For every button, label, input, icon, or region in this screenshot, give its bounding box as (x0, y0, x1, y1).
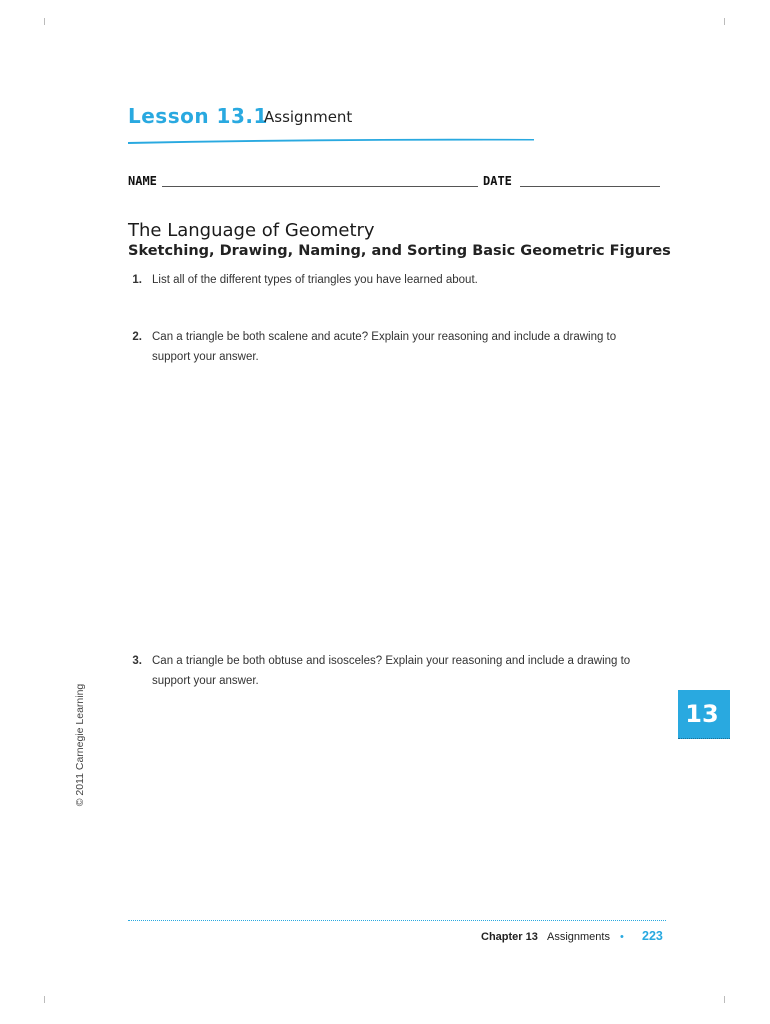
footer-rule (128, 920, 666, 921)
date-label: DATE (483, 174, 512, 188)
question-text: Can a triangle be both obtuse and isosceles? Explain your reasoning and include a drawing to support your answer. (152, 655, 631, 687)
page-title: The Language of Geometry (128, 220, 375, 241)
page-subtitle: Sketching, Drawing, Naming, and Sorting Basic Geometric Figures (128, 243, 671, 259)
question-3 (128, 651, 668, 695)
chapter-tab-number: 13 (685, 700, 719, 728)
question-number: 3. (132, 655, 142, 667)
date-field[interactable] (520, 186, 660, 187)
footer-page-number: 223 (642, 929, 663, 943)
footer-chapter: Chapter 13 (481, 931, 538, 943)
question-1 (128, 270, 668, 294)
header-rule (128, 137, 534, 145)
question-text: Can a triangle be both scalene and acute? Explain your reasoning and include a drawing to support your answer. (152, 331, 617, 363)
crop-mark (44, 18, 45, 25)
chapter-tab (678, 690, 730, 739)
lesson-number: Lesson 13.1 (128, 104, 268, 128)
lesson-kind: Assignment (264, 108, 353, 126)
question-number: 2. (132, 331, 142, 343)
crop-mark (44, 996, 45, 1003)
crop-mark (724, 996, 725, 1003)
footer-bullet: • (620, 931, 624, 943)
footer-section: Assignments (547, 931, 610, 943)
question-number: 1. (132, 274, 142, 286)
question-text: List all of the different types of triangles you have learned about. (152, 274, 478, 286)
crop-mark (724, 18, 725, 25)
name-field[interactable] (162, 186, 478, 187)
name-label: NAME (128, 174, 157, 188)
question-2 (128, 327, 668, 371)
copyright-notice: © 2011 Carnegie Learning (74, 683, 86, 807)
